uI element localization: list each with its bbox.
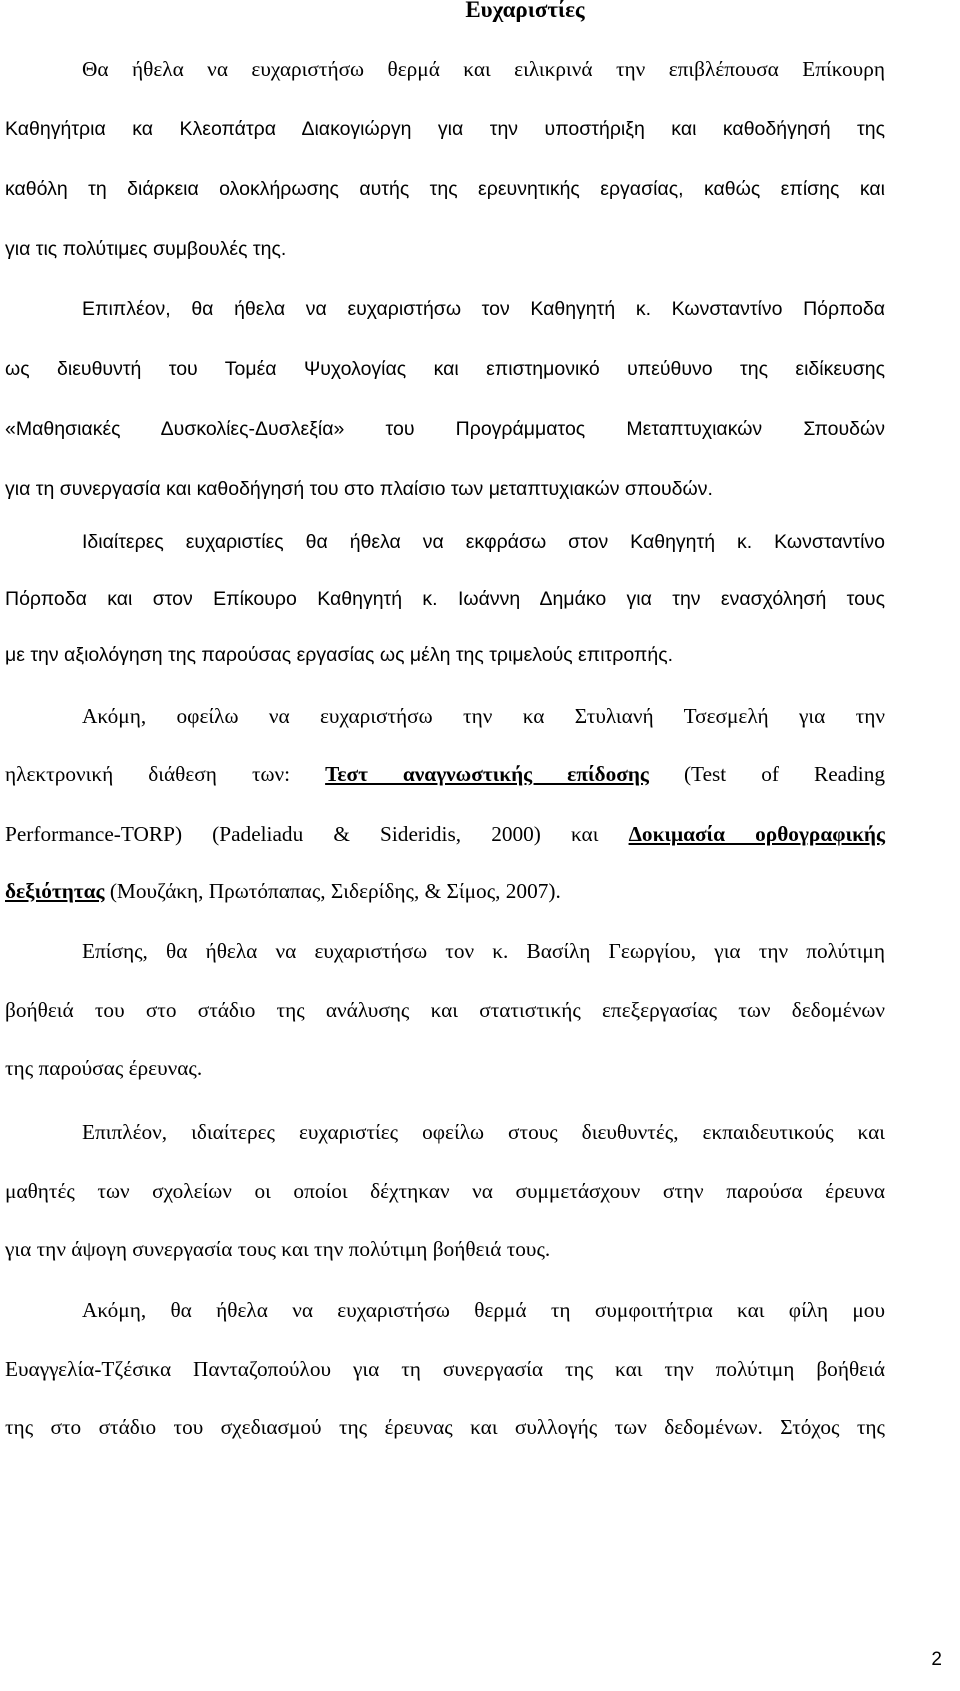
page-title: Ευχαριστίες (465, 0, 585, 22)
paragraph-6-line-1: Επιπλέον, ιδιαίτερες ευχαριστίες οφείλω στους διευθυντές, εκπαιδευτικούς και (82, 1120, 885, 1144)
paragraph-5-line-3: της παρούσας έρευνας. (5, 1056, 203, 1080)
paragraph-4-line-4 (5, 877, 885, 905)
paragraph-4-line-4-suffix: (Μουζάκη, Πρωτόπαπας, Σιδερίδης, & Σίμος, 2007). (104, 879, 561, 903)
paragraph-7-line-1: Ακόμη, θα ήθελα να ευχαριστήσω θερμά τη συμφοιτήτρια και φίλη μου (82, 1298, 885, 1322)
paragraph-6-line-2: μαθητές των σχολείων οι οποίοι δέχτηκαν να συμμετάσχουν στην παρούσα έρευνα (5, 1179, 885, 1203)
paragraph-4-line-2 (5, 760, 885, 788)
paragraph-4-line-1: Ακόμη, οφείλω να ευχαριστήσω την κα Στυλιανή Τσεσμελή για την (82, 704, 885, 728)
paragraph-2-line-2: ως διευθυντή του Τομέα Ψυχολογίας και επιστημονικό υπεύθυνο της ειδίκευσης (5, 358, 885, 380)
paragraph-5-line-1: Επίσης, θα ήθελα να ευχαριστήσω τον κ. Βασίλη Γεωργίου, για την πολύτιμη (82, 939, 885, 963)
paragraph-4-line-3-prefix: Performance-TORP) (Padeliadu & Sideridis, 2000) και (5, 822, 629, 846)
paragraph-1-line-4: για τις πολύτιμες συμβουλές της. (5, 238, 287, 260)
paragraph-2-line-3: «Μαθησιακές Δυσκολίες-Δυσλεξία» του Προγράμματος Μεταπτυχιακών Σπουδών (5, 418, 885, 440)
page-number: 2 (931, 1649, 942, 1670)
spelling-test-title-part-1: Δοκιμασία ορθογραφικής (628, 822, 885, 846)
paragraph-4-line-3 (5, 820, 885, 848)
paragraph-1-line-3: καθόλη τη διάρκεια ολοκλήρωσης αυτής της ερευνητικής εργασίας, καθώς επίσης και (5, 178, 885, 200)
paragraph-1-line-1: Θα ήθελα να ευχαριστήσω θερμά και ειλικρινά την επιβλέπουσα Επίκουρη (82, 57, 885, 81)
paragraph-1-line-2: Καθηγήτρια κα Κλεοπάτρα Διακογιώργη για την υποστήριξη και καθοδήγησή της (5, 118, 885, 140)
paragraph-7-line-2: Ευαγγελία-Τζέσικα Πανταζοπούλου για τη συνεργασία της και την πολύτιμη βοήθειά (5, 1357, 885, 1381)
paragraph-3-line-1: Ιδιαίτερες ευχαριστίες θα ήθελα να εκφράσω στον Καθηγητή κ. Κωνσταντίνο (82, 531, 885, 553)
test-reading-performance-title: Τεστ αναγνωστικής επίδοσης (325, 762, 649, 786)
paragraph-7-line-3: της στο στάδιο του σχεδιασμού της έρευνας και συλλογής των δεδομένων. Στόχος της (5, 1415, 885, 1439)
paragraph-4-line-2-prefix: ηλεκτρονική διάθεση των: (5, 762, 326, 786)
paragraph-3-line-3: με την αξιολόγηση της παρούσας εργασίας ως μέλη της τριμελούς επιτροπής. (5, 644, 674, 666)
paragraph-2-line-4: για τη συνεργασία και καθοδήγησή του στο πλαίσιο των μεταπτυχιακών σπουδών. (5, 478, 713, 500)
paragraph-3-line-2: Πόρποδα και στον Επίκουρο Καθηγητή κ. Ιωάννη Δημάκο για την ενασχόλησή τους (5, 588, 885, 610)
spelling-test-title-part-2: δεξιότητας (5, 879, 105, 903)
paragraph-2-line-1: Επιπλέον, θα ήθελα να ευχαριστήσω τον Καθηγητή κ. Κωνσταντίνο Πόρποδα (82, 298, 885, 320)
paragraph-5-line-2: βοήθειά του στο στάδιο της ανάλυσης και στατιστικής επεξεργασίας των δεδομένων (5, 998, 885, 1022)
paragraph-4-line-2-suffix: (Test of Reading (648, 762, 885, 786)
paragraph-6-line-3: για την άψογη συνεργασία τους και την πολύτιμη βοήθειά τους. (5, 1237, 551, 1261)
